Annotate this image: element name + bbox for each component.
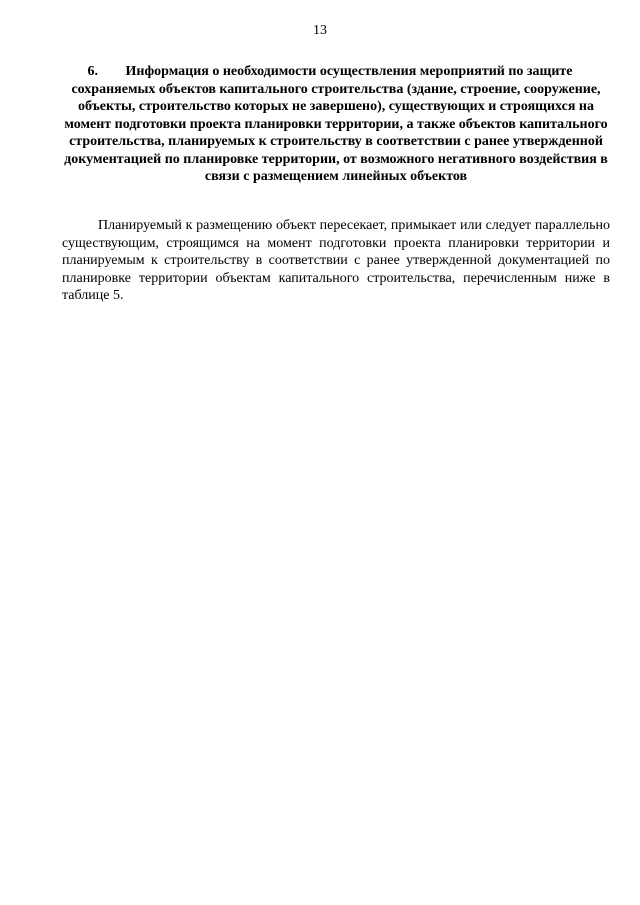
page-number: 13 [313,23,327,38]
section-heading [62,63,610,186]
section-title: Информация о необходимости осуществления мероприятий по защите сохраняемых объектов капитального строительства (здание, строение, сооружение, объекты, строительство которых не завершено), существующих и строящихся на момент подготовки проекта планировки территории, а также объектов капитального строительства, планируемых к строительству в соответствии с ранее утвержденной документацией по планировке территории, от возможного негативного воздействия в связи с размещением линейных объектов [64,64,608,184]
body-paragraph: Планируемый к размещению объект пересекает, примыкает или следует параллельно существующим, строящимся на момент подготовки проекта планировки территории и планируемым к строительству в соответствии с ранее утвержденной документацией по планировке территории объектам капитального строительства, перечисленным ниже в таблице 5. [62,218,610,303]
section-number: 6. [87,64,98,79]
